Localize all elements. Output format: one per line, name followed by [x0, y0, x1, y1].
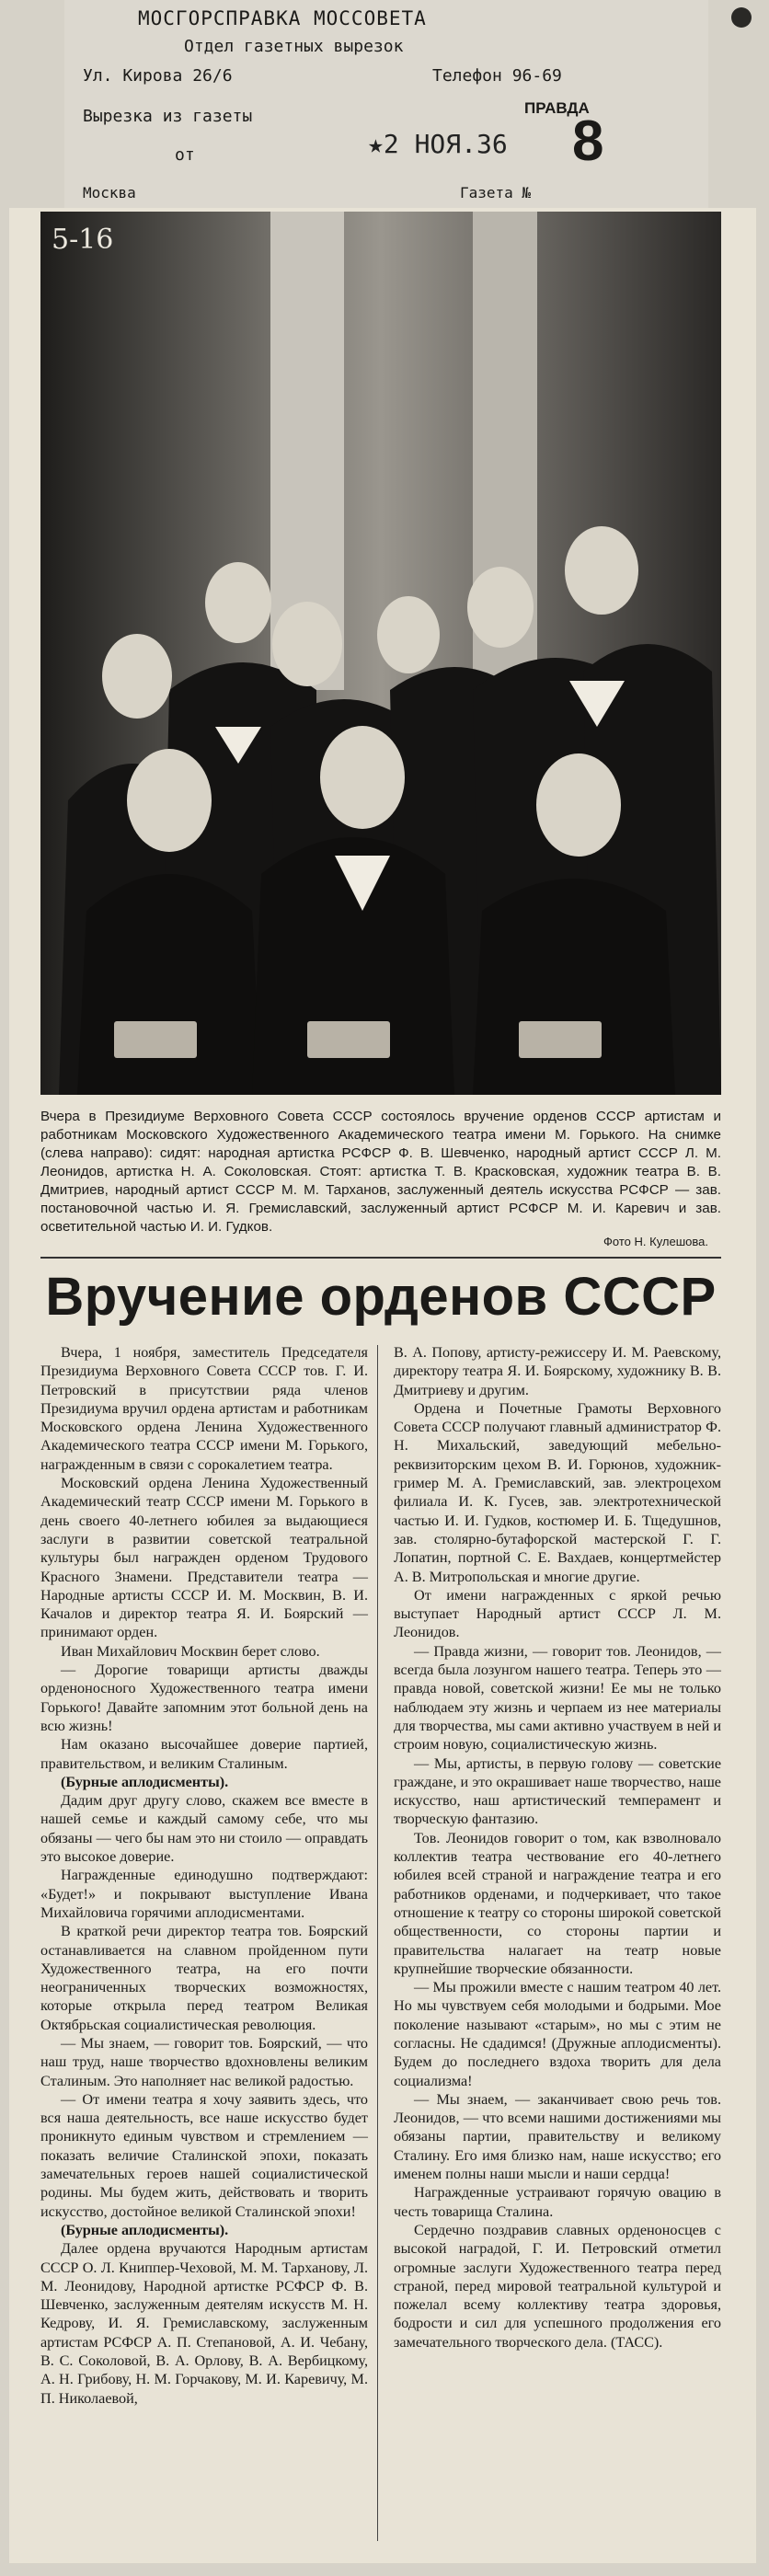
- photo-caption: Вчера в Президиуме Верховного Совета СССР состоялось вручение орденов СССР артистам и работникам Московского Художественного Академического театра имени М. Горького. На снимке (слева направо): сидят: народная артистка РСФСР Ф. В. Шевченко, народный артист СССР Л. М. Леонидов, артистка Н. А. Соколовская. Стоят: артистка Т. В. Красковская, художник театра В. В. Дмитриев, народный артист СССР М. М. Тарханов, заслуженный деятель искусства РСФСР — зав. постановочной частью И. Я. Гремиславский, заслуженный артист РСФСР М. И. Каревич и зав. осветительной частью И. И. Гудков.: [40, 1109, 721, 1235]
- handwritten-number: 8: [572, 109, 604, 173]
- paragraph: Далее ордена вручаются Народным артистам СССР О. Л. Книппер-Чеховой, М. М. Тарханову, Л. М. Леонидову, Народной артистке РСФСР Ф. В. Шевченко, заслуженным деятелям искусств М. Н. Кедрову, И. Я. Гремиславскому, заслуженным артистам РСФСР А. П. Степановой, А. И. Чебану, В. С. Соколовой, В. А. Орлову, В. А. Вербицкому, А. Н. Грибову, Н. М. Горчакову, М. И. Каревичу, М. П. Николаевой,: [40, 2240, 368, 2407]
- column-divider: [377, 1345, 378, 2541]
- paragraph: Нам оказано высочайшее доверие партией, правительством, и великим Сталиным.: [40, 1736, 368, 1772]
- paragraph: Тов. Леонидов говорит о том, как взволновало коллектив театра чествование его 40-летнего юбилея всей страной и награждение театра и его работников орденами, и подчеркивает, что такое отношение к театру со стороны широкой советской общественности, со стороны партии и правительства налагает на театр новые крупнейшие творческие обязанности.: [394, 1829, 721, 1977]
- applause-note: (Бурные аплодисменты).: [61, 1773, 229, 1790]
- gazette-number-label: Газета №: [460, 184, 532, 201]
- paragraph: — Мы знаем, — заканчивает свою речь тов. Леонидов, — что всеми нашими достижениями мы обязаны партии, правительству и великому Сталину. Его имя близко нам, наше искусство; его именем полны наши мысли и наши сердца!: [394, 2090, 721, 2183]
- photo-illustration: [40, 212, 721, 1095]
- article-column-1: [40, 1343, 368, 2408]
- paragraph: — Правда жизни, — говорит тов. Леонидов, — всегда была лозунгом нашего театра. Теперь это — правда новой, советской жизни! Ее мы не только наблюдаем эту жизнь и черпаем из нее материалы для творчества, мы сами активно участвуем в ней и строим новую, социалистическую жизнь.: [394, 1642, 721, 1754]
- paragraph: Ордена и Почетные Грамоты Верховного Совета СССР получают главный администратор Ф. Н. Михальский, заведующий мебельно-реквизиторским цехом В. И. Горюнов, художник-гример М. А. Гремиславский, зав. электроцехом филиала И. К. Гусев, зав. электротехнической частью И. И. Гудков, костюмер И. Б. Тщедушнов, зав. столярно-бутафорской мастерской Г. Г. Лопатин, портной С. Е. Вахдаев, концертмейстер А. В. Митропольская и многие другие.: [394, 1399, 721, 1585]
- paragraph: Награжденные устраивают горячую овацию в честь товарища Сталина.: [394, 2184, 721, 2220]
- photo-handwriting: 5-16: [52, 224, 114, 256]
- paragraph: — Мы знаем, — говорит тов. Боярский, — что наш труд, наше творчество вдохновлены великим Сталиным. Это наполняет нас великой радостью.: [40, 2034, 368, 2089]
- paragraph: — Дорогие товарищи артисты дважды орденоносного Художественного театра имени Горького! Давайте запомним этот больной день на всю жизнь!: [40, 1662, 368, 1734]
- group-photo: [40, 212, 721, 1095]
- paragraph: Московский ордена Ленина Художественный Академический театр СССР имени М. Горького в день своего 40-летнего юбилея за выдающиеся заслуги в развитии советской театральной культуры был награжден орденом Трудового Красного Знамени. Представители театра — Народные артисты СССР И. М. Москвин, В. И. Качалов и директор театра Я. И. Боярский — принимают орден.: [40, 1475, 368, 1641]
- clipping-service-slip: [64, 0, 708, 210]
- date-stamp: ★2 НОЯ.36: [368, 129, 508, 159]
- paragraph: Дадим друг другу слово, скажем все вместе в нашей семье и каждый самому себе, что мы обязаны — чего бы нам это ни стоило — оправдать это высокое доверие.: [40, 1792, 368, 1866]
- newspaper-stamp: ПРАВДА: [524, 99, 590, 117]
- paragraph: В краткой речи директор театра тов. Боярский останавливается на славном пройденном пути Художественного театра, на его почти неограниченных творческих возможностях, которые открыла перед театром Великая Октябрьская социалистическая революция.: [40, 1923, 368, 2033]
- paragraph: — Мы прожили вместе с нашим театром 40 лет. Но мы чувствуем себя молодыми и бодрыми. Мое поколение называют «старым», но мы с этим не согласны. Не сдадимся! (Дружные аплодисменты). Будем до последнего вздоха творить для дела социализма!: [394, 1979, 721, 2089]
- punch-hole: [731, 7, 752, 28]
- paragraph: В. А. Попову, артисту-режиссеру И. М. Раевскому, директору театра Я. И. Боярскому, художнику В. В. Дмитриеву и другим.: [394, 1344, 721, 1398]
- paragraph: Сердечно поздравив славных орденоносцев с высокой наградой, Г. И. Петровский отметил огромные заслуги Художественного театра перед страной, перед мировой театральной культурой и пожелал всему коллективу театра здоровья, бодрости и сил для успешного продолжения его замечательного творческого дела. (ТАСС).: [394, 2221, 721, 2351]
- paragraph: Награжденные единодушно подтверждают: «Будет!» и покрывают выступление Ивана Михайловича горячими аплодисментами.: [40, 1867, 368, 1921]
- applause-note: (Бурные аплодисменты).: [61, 2221, 229, 2238]
- newspaper-clipping: [9, 208, 756, 2563]
- divider-top: [40, 1257, 721, 1259]
- paragraph: Вчера, 1 ноября, заместитель Председателя Президиума Верховного Совета СССР тов. Г. И. Петровский в присутствии ряда членов Президиума вручил ордена артистам и работникам Московского ордена Ленина Художественного Академического театра СССР имени М. Горького, награжденным в связи с сорокалетием театра.: [40, 1344, 368, 1473]
- phone: Телефон 96-69: [432, 66, 562, 86]
- paragraph: От имени награжденных с яркой речью выступает Народный артист СССР Л. М. Леонидов.: [394, 1586, 721, 1641]
- article-column-2: [394, 1343, 721, 2352]
- paragraph: — От имени театра я хочу заявить здесь, что вся наша деятельность, все наше искусство будет проникнуто единым чувством и стремлением — показать величие Сталинской эпохи, показать замечательных героев нашей социалистической родины. Мы будем жить, действовать и творить искусство, достойное великой Сталинской эпохи!: [40, 2090, 368, 2220]
- department-name: Отдел газетных вырезок: [184, 37, 404, 56]
- org-name: МОСГОРСПРАВКА МОССОВЕТА: [138, 7, 427, 29]
- cut-label: Вырезка из газеты: [83, 107, 253, 126]
- article-headline: Вручение орденов СССР: [45, 1267, 717, 1327]
- city-label: Москва: [83, 184, 136, 201]
- address: Ул. Кирова 26/6: [83, 66, 233, 86]
- from-label: от: [175, 145, 195, 165]
- photo-credit: Фото Н. Кулешова.: [603, 1235, 708, 1248]
- paragraph: — Мы, артисты, в первую голову — советские граждане, и это окрашивает наше творчество, наше искусство, наш артистический темперамент и творческую фантазию.: [394, 1754, 721, 1828]
- paragraph: Иван Михайлович Москвин берет слово.: [61, 1642, 320, 1660]
